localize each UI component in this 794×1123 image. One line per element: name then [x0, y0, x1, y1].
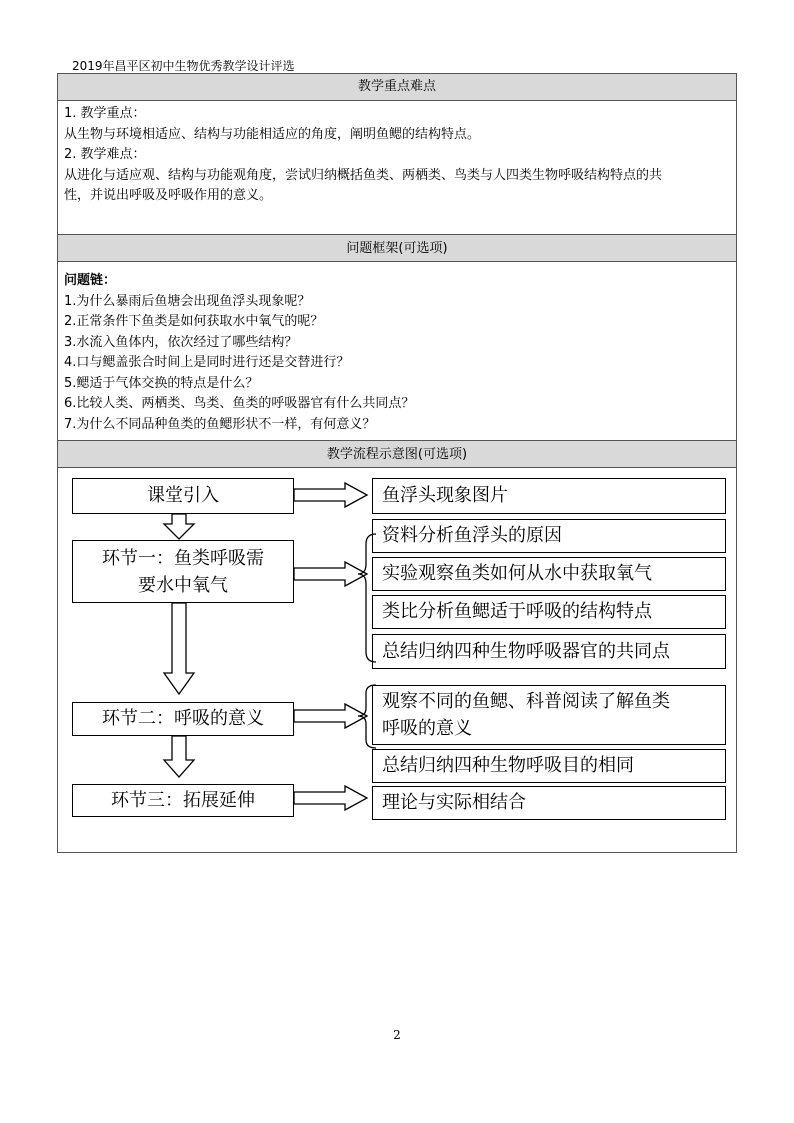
section-title-key-points: 教学重点难点 [58, 74, 736, 101]
flow-activity: 实验观察鱼类如何从水中获取氧气 [372, 557, 726, 591]
flow-activity-two-line [372, 685, 726, 745]
question-chain-label: 问题链： [64, 273, 117, 288]
key-point-label: 1. 教学重点： [64, 106, 146, 121]
section-title-question-framework: 问题框架(可选项) [58, 234, 736, 262]
flow-activity: 资料分析鱼浮头的原因 [372, 519, 726, 553]
question-item: 4.口与鳃盖张合时间上是同时进行还是交替进行？ [64, 355, 350, 370]
flow-step-one [72, 540, 294, 603]
question-item: 2.正常条件下鱼类是如何获取水中氧气的呢？ [64, 314, 324, 329]
arrow-right-icon [294, 562, 367, 586]
key-point-text: 从生物与环境相适应、结构与功能相适应的角度，阐明鱼鳃的结构特点。 [64, 126, 481, 142]
difficulty-text-line2: 性，并说出呼吸及呼吸作用的意义。 [64, 188, 273, 203]
question-item: 7.为什么不同品种鱼类的鱼鳃形状不一样，有何意义？ [64, 416, 376, 432]
question-item: 1.为什么暴雨后鱼塘会出现鱼浮头现象呢？ [64, 293, 311, 309]
flow-step-intro: 课堂引入 [72, 478, 294, 514]
question-list [58, 271, 736, 435]
arrow-right-icon [294, 483, 367, 507]
arrow-down-icon [164, 603, 194, 694]
flow-step-three: 环节三：拓展延伸 [72, 784, 294, 817]
flow-activity: 鱼浮头现象图片 [372, 478, 726, 514]
teaching-flow-diagram [58, 468, 736, 852]
arrow-right-icon [294, 704, 367, 728]
question-item: 5.鳃适于气体交换的特点是什么？ [64, 375, 259, 391]
flow-activity-line1: 观察不同的鱼鳃、科普阅读了解鱼类 [382, 691, 670, 712]
arrow-down-icon [164, 736, 194, 777]
section-title-flow-diagram: 教学流程示意图(可选项) [58, 440, 736, 468]
flow-step-one-line2: 要水中氧气 [138, 575, 228, 596]
flow-activity-line2: 呼吸的意义 [382, 718, 472, 739]
document-header: 2019年昌平区初中生物优秀教学设计评选 [72, 59, 295, 73]
arrow-right-icon [294, 786, 367, 810]
flow-step-two: 环节二：呼吸的意义 [72, 702, 294, 736]
lesson-design-table [57, 73, 737, 853]
flow-activity: 总结归纳四种生物呼吸器官的共同点 [372, 634, 726, 669]
key-points-body [58, 104, 736, 207]
page-number: 2 [393, 1028, 401, 1042]
flow-activity: 总结归纳四种生物呼吸目的相同 [372, 749, 726, 783]
flow-activity: 类比分析鱼鳃适于呼吸的结构特点 [372, 595, 726, 629]
flow-step-one-line1: 环节一：鱼类呼吸需 [102, 548, 264, 569]
difficulty-text-line1: 从进化与适应观、结构与功能观角度，尝试归纳概括鱼类、两栖类、鸟类与人四类生物呼吸结构特点的共 [64, 167, 663, 183]
difficulty-label: 2. 教学难点： [64, 147, 146, 162]
question-item: 3.水流入鱼体内，依次经过了哪些结构？ [64, 334, 298, 350]
flow-activity: 理论与实际相结合 [372, 786, 726, 820]
question-item: 6.比较人类、两栖类、鸟类、鱼类的呼吸器官有什么共同点？ [64, 396, 415, 411]
arrow-down-icon [164, 514, 194, 539]
